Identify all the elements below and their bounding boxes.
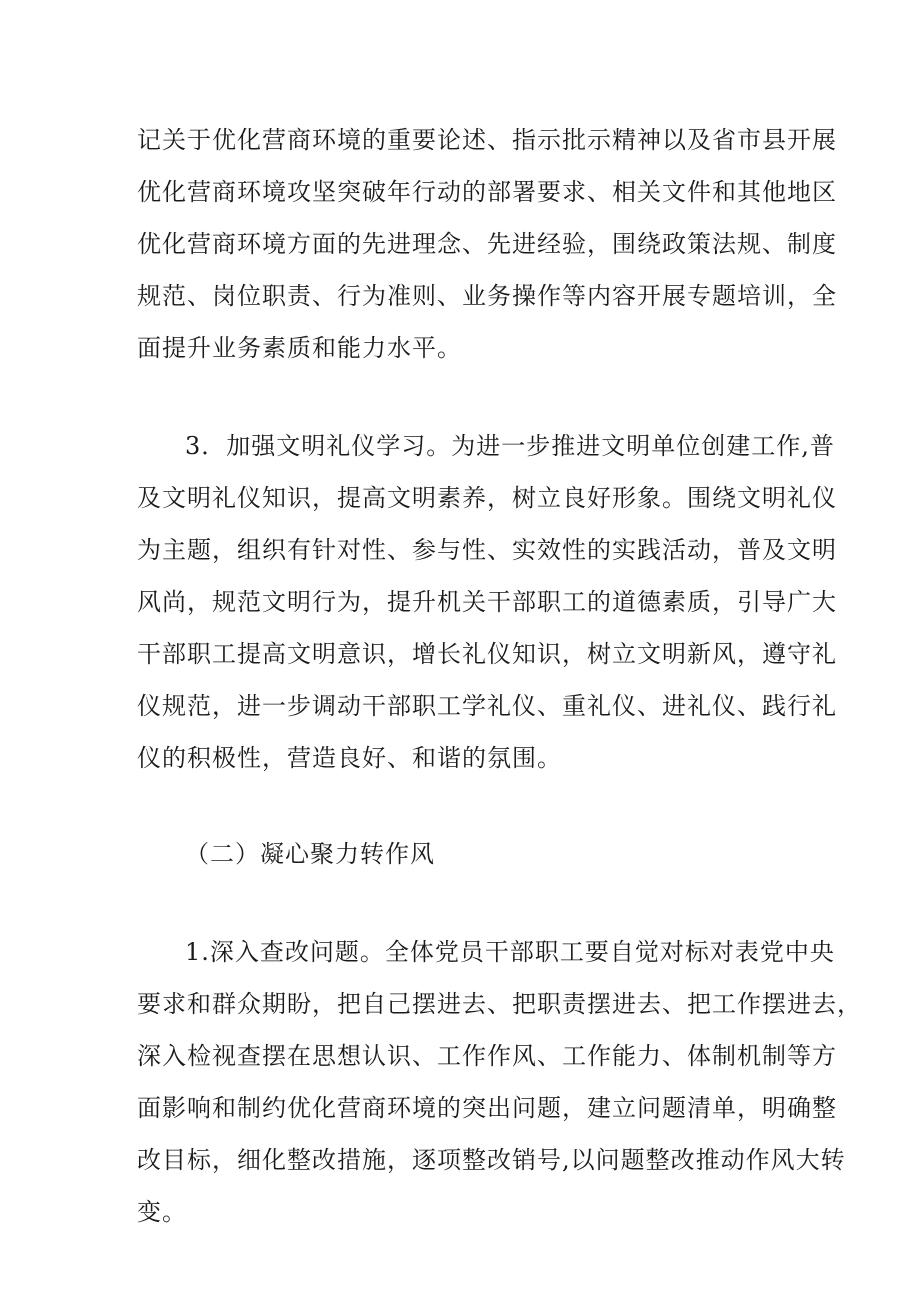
section-heading: （二）凝心聚力转作风 bbox=[185, 840, 435, 868]
text-line: 深入检视查摆在思想认识、工作作风、工作能力、体制机制等方 bbox=[137, 1042, 837, 1070]
text-line: 改目标，细化整改措施，逐项整改销号,以问题整改推动作风大转 bbox=[137, 1146, 846, 1174]
text-line: 仪的积极性，营造良好、和谐的氛围。 bbox=[137, 744, 562, 772]
text-line: 及文明礼仪知识，提高文明素养，树立良好形象。围绕文明礼仪 bbox=[137, 484, 837, 512]
text-line: 优化营商环境攻坚突破年行动的部署要求、相关文件和其他地区 bbox=[137, 178, 837, 206]
text-line: 变。 bbox=[137, 1198, 187, 1226]
text-line: 3．加强文明礼仪学习。为进一步推进文明单位创建工作,普 bbox=[185, 432, 835, 460]
text-line: 仪规范，进一步调动干部职工学礼仪、重礼仪、进礼仪、践行礼 bbox=[137, 692, 837, 720]
text-line: 干部职工提高文明意识，增长礼仪知识，树立文明新风，遵守礼 bbox=[137, 640, 837, 668]
text-line: 风尚，规范文明行为，提升机关干部职工的道德素质，引导广大 bbox=[137, 588, 837, 616]
text-line: 优化营商环境方面的先进理念、先进经验，围绕政策法规、制度 bbox=[137, 230, 837, 258]
text-line: 记关于优化营商环境的重要论述、指示批示精神以及省市县开展 bbox=[137, 126, 837, 154]
text-line: 规范、岗位职责、行为准则、业务操作等内容开展专题培训，全 bbox=[137, 282, 837, 310]
text-line: 1.深入查改问题。全体党员干部职工要自觉对标对表党中央 bbox=[185, 938, 835, 966]
text-line: 面影响和制约优化营商环境的突出问题，建立问题清单，明确整 bbox=[137, 1094, 837, 1122]
text-line: 要求和群众期盼，把自己摆进去、把职责摆进去、把工作摆进去， bbox=[137, 990, 862, 1018]
text-line: 面提升业务素质和能力水平。 bbox=[137, 334, 462, 362]
text-line: 为主题，组织有针对性、参与性、实效性的实践活动，普及文明 bbox=[137, 536, 837, 564]
